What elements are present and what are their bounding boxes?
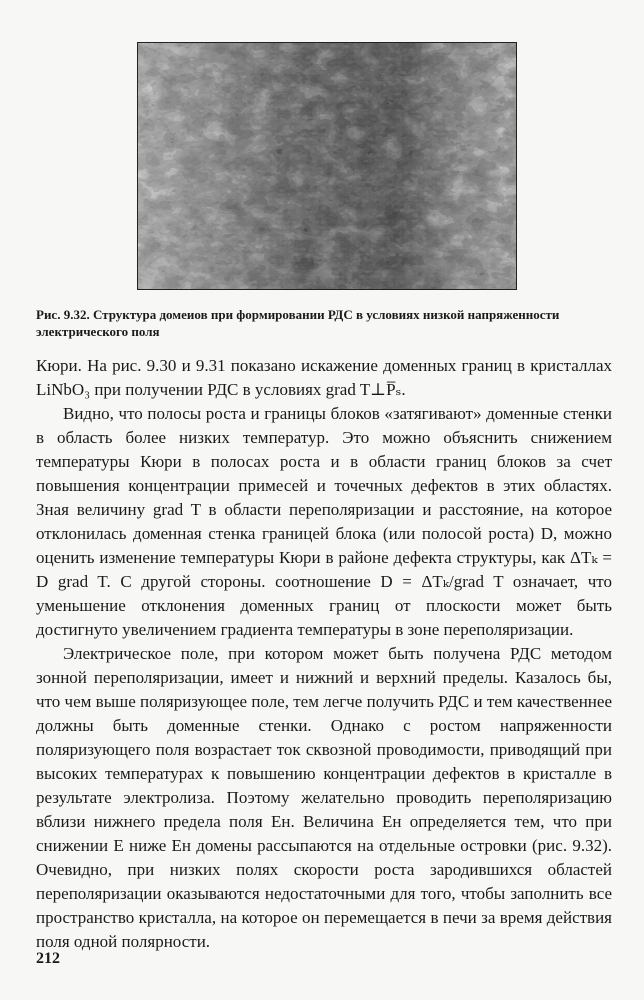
paragraph-2: Видно, что полосы роста и границы блоков «затягивают» доменные стенки в область более низких температур. Это можно объяснить снижением температуры Кюри в полосах роста и в области границ блоков за счет повышения концентрации примесей и точечных дефектов в этих областях. Зная величину grad T в области переполяризации и расстояние, на которое отклонилась доменная стенка границей блока (или полосой роста) D, можно оценить изменение температуры Кюри в районе дефекта структуры, как ΔTₖ = D grad T. С другой стороны. соотношение D = ΔTₖ/grad T означает, что уменьшение отклонения доменных границ от плоскости может быть достигнуто увеличением градиента температуры в зоне переполяризации. (36, 404, 612, 639)
figure-caption (36, 306, 614, 340)
body-text (36, 354, 612, 954)
page-number: 212 (36, 950, 60, 967)
figure-caption-text: Структура домеиов при формировании РДС в условиях низкой напряженности электрического поля (36, 307, 560, 339)
paragraph-3: Электрическое поле, при котором может быть получена РДС методом зонной переполяризации, имеет и нижний и верхний пределы. Казалось бы, что чем выше поляризующее поле, тем легче получить РДС и тем качественнее должны быть доменные стенки. Однако с ростом напряженности поляризующего поля возрастает ток сквозной проводимости, приводящий при высоких температурах к повышению концентрации дефектов в кристалле в результате электролиза. Поэтому желательно проводить переполяризацию вблизи нижнего предела поля Eн. Величина Eн определяется тем, что при снижении E ниже Eн домены рассыпаются на отдельные островки (рис. 9.32). Очевидно, при низких полях скорости роста зародившихся областей переполяризации оказываются недостаточными для того, чтобы заполнить все пространство кристалла, на которое он перемещается в печи за время действия поля одной полярности. (36, 644, 612, 951)
domain-structure-micrograph (137, 42, 517, 290)
figure-label: Рис. 9.32. (36, 307, 90, 322)
paragraph-1: Кюри. На рис. 9.30 и 9.31 показано искажение доменных границ в кристаллах LiNbO₃ при получении РДС в условиях grad T⊥P̅ₛ. (36, 356, 612, 399)
